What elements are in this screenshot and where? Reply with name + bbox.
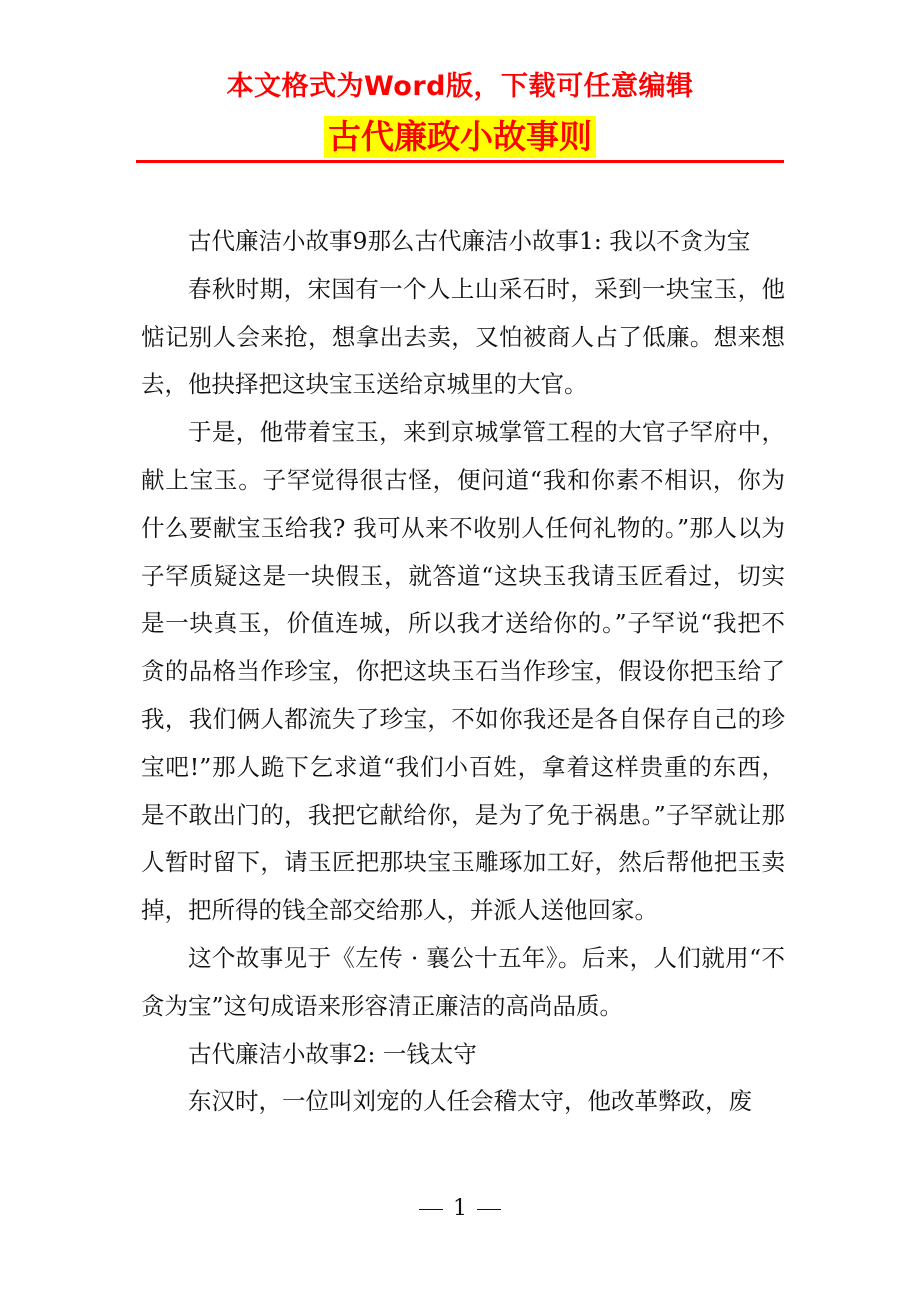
paragraph: 春秋时期，宋国有一个人上山采石时，采到一块宝玉，他惦记别人会来抢，想拿出去卖，又怕被商人占了低廉。想来想去，他抉择把这块宝玉送给京城里的大官。: [141, 274, 785, 399]
paragraph: 古代廉洁小故事9那么古代廉洁小故事1: 我以不贪为宝: [188, 227, 751, 255]
title-divider: [136, 160, 784, 163]
paragraph: 古代廉洁小故事2: 一钱太守: [188, 1039, 477, 1068]
format-banner: 本文格式为Word版，下载可任意编辑: [226, 71, 694, 102]
paragraph: 于是，他带着宝玉，来到京城掌管工程的大官子罕府中，献上宝玉。子罕觉得很古怪，便问道“我和你素不相识，你为什么要献宝玉给我? 我可从来不收别人任何礼物的。”那人以为子罕质疑这是一块假玉，就答道“这块玉我请玉匠看过，切实是一块真玉，价值连城，所以我才送给你的。”子罕说“我把不贪的品格当作珍宝，你把这块玉石当作珍宝，假设你把玉给了我，我们俩人都流失了珍宝，不如你我还是各自保存自己的珍宝吧!”那人跪下乞求道“我们小百姓，拿着这样贵重的东西，是不敢出门的，我把它献给你，是为了免于祸患。”子罕就让那人暂时留下，请玉匠把那块宝玉雕琢加工好，然后帮他把玉卖掉，把所得的钱全部交给那人，并派人送他回家。: [141, 418, 785, 925]
paragraph: 这个故事见于《左传 · 襄公十五年》。后来，人们就用“不贪为宝”这句成语来形容清正廉洁的高尚品质。: [141, 943, 785, 1020]
footer-dash-left: [419, 1209, 443, 1210]
page-number: 1: [453, 1196, 467, 1221]
paragraph: 东汉时，一位叫刘宠的人任会稽太守，他改革弊政，废: [188, 1087, 752, 1116]
footer-dash-right: [477, 1209, 501, 1210]
document-title: 古代廉政小故事则: [324, 116, 596, 158]
document-body: [141, 218, 785, 1126]
title-container: [0, 116, 920, 158]
page-footer: [0, 1196, 920, 1221]
